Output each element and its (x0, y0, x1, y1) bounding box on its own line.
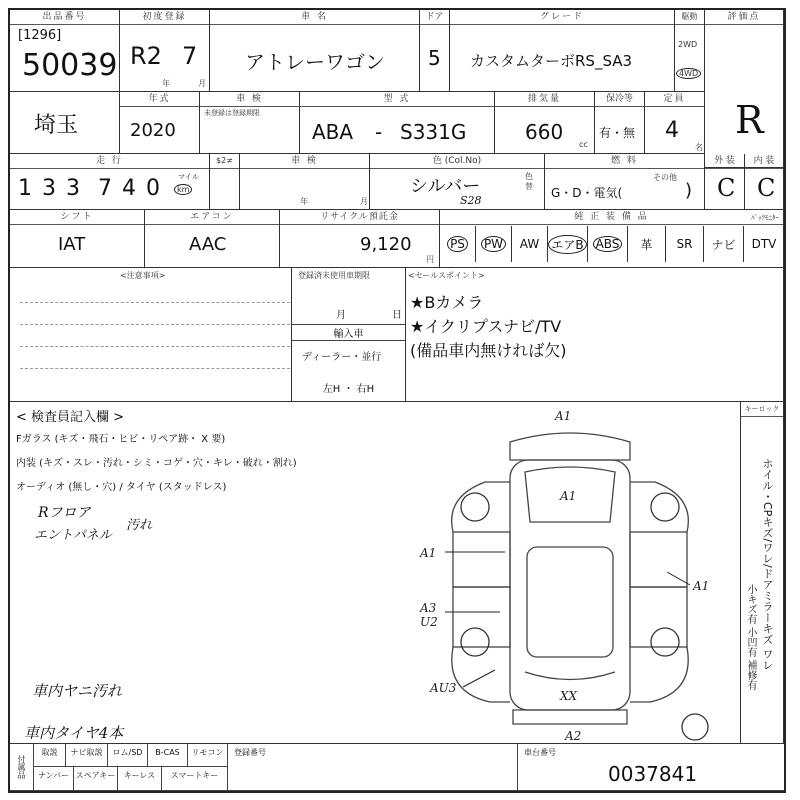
mileage-digit: 3 (42, 176, 56, 201)
note-line (20, 324, 290, 325)
damage-mark: AU3 (430, 681, 457, 695)
registration-month: 7 (182, 42, 198, 70)
first-registration-label: 初度登録 (120, 10, 209, 25)
attached-item: ナンバー (34, 767, 74, 791)
color: シルバー (410, 176, 481, 197)
handwritten-note: 車内ヤニ汚れ (32, 682, 123, 700)
shift: IAT (58, 234, 86, 255)
recycle: 9,120 (360, 234, 412, 255)
equipment-leather (628, 226, 666, 262)
keylock-label: キーロック (741, 404, 783, 417)
model-year-box (120, 92, 200, 154)
sales-point: ★イクリプスナビ/TV (410, 317, 562, 336)
equipment-aw-label: AW (519, 237, 540, 251)
attached-item: キーレス (118, 767, 162, 791)
inspection-date-label: 車 検 (240, 154, 369, 169)
chassis-number: 0037841 (608, 762, 698, 786)
type-label: 型 式 (300, 92, 494, 107)
color-label: 色 (Col.No) (370, 154, 544, 169)
registration-day-unit: 日 (392, 310, 402, 321)
wheel-rear-right (651, 628, 679, 656)
equipment-navi-label: ナビ (711, 237, 736, 252)
recycle-unit: 円 (426, 255, 434, 264)
dealer-option: ディーラー・並行 (302, 352, 382, 363)
equipment-abs-label: ABS (593, 236, 623, 252)
mileage-digit: 3 (66, 176, 80, 201)
attached-item: B-CAS (148, 744, 188, 767)
car-name: アトレーワゴン (245, 50, 385, 74)
chassis-box (518, 744, 784, 791)
attached-label: 付属品 (10, 744, 34, 791)
fuel-box (545, 154, 705, 210)
equipment-extra-label: ﾊﾞｯｸﾓﾆﾀｰ (751, 214, 779, 222)
damage-mark: A2 (565, 729, 582, 742)
attached-item: スマートキー (162, 767, 228, 791)
handwritten-note: 汚れ (126, 518, 153, 533)
s-label: $2≠ (210, 154, 239, 169)
inspection-box (200, 92, 300, 154)
wheel-rear-left (461, 628, 489, 656)
mileage-digit: 0 (146, 176, 160, 201)
inspection-year-unit: 年 (300, 197, 308, 206)
side-legend: 小キズ有 小凹有 補修有 (745, 584, 756, 691)
capacity: 4 (665, 118, 679, 143)
inspector-title: < 検査員記入欄 > (16, 410, 125, 425)
damage-leader (463, 670, 495, 687)
entry-ref: [1296] (18, 28, 62, 43)
exterior-box (705, 154, 745, 210)
handwritten-note: 車内タイヤ4本 (24, 724, 124, 742)
equipment-navi (704, 226, 744, 262)
equipment-pw-label: PW (481, 236, 506, 252)
shift-label: シフト (10, 210, 144, 225)
sales-point: ★Bカメラ (410, 293, 484, 312)
car-name-label: 車 名 (210, 10, 419, 25)
interior-label: 内 装 (745, 154, 783, 169)
registration-date-box (292, 268, 406, 402)
displacement-label: 排気量 (495, 92, 594, 107)
car-damage-diagram (405, 402, 735, 742)
damage-mark: A1 (420, 546, 437, 560)
ac-label: エアコン (145, 210, 279, 225)
recycle-box (280, 210, 440, 268)
fuel-close: ) (685, 180, 693, 201)
registration-number-label: 登録番号 (234, 748, 266, 757)
exterior-label: 外 装 (705, 154, 744, 169)
capacity-unit: 名 (695, 143, 703, 152)
ac-box (145, 210, 280, 268)
attached-item: リモコン (188, 744, 228, 767)
note-line (20, 346, 290, 347)
fuel: G・D・電気( (551, 186, 623, 200)
drive-box (675, 10, 705, 92)
era-year: R2 (130, 42, 162, 70)
grade-box (450, 10, 675, 92)
caution-label: <注意事項> (120, 271, 166, 280)
sales-points-label: <セールスポイント> (408, 271, 485, 280)
registration-number-box (228, 744, 518, 791)
damage-mark: U2 (420, 615, 438, 629)
km-label (174, 184, 192, 195)
equipment-box (440, 210, 784, 268)
equipment-sr-label: SR (676, 237, 693, 251)
attached-item: ロム/SD (108, 744, 148, 767)
color-code: S28 (460, 194, 482, 207)
equipment-leather-label: 革 (640, 237, 653, 252)
score-label: 評価点 (705, 10, 783, 25)
fuel-other: その他 (653, 173, 677, 182)
inspection-date-box (240, 154, 370, 210)
handwritten-note: Rフロア (38, 505, 91, 521)
equipment-pw (476, 226, 512, 262)
handwritten-note: エントパネル (34, 528, 112, 543)
inspector-line-audio: オーディオ (無し・穴) / タイヤ (スタッドレス) (16, 482, 227, 493)
drive-4wd (676, 68, 701, 79)
year-unit: 年 (162, 79, 170, 88)
rear-outline (525, 672, 615, 680)
drive-label: 駆動 (675, 10, 704, 25)
mileage-label: 走 行 (10, 154, 209, 169)
fuel-label: 燃 料 (545, 154, 704, 169)
exterior: C (717, 174, 736, 202)
note-line (20, 302, 290, 303)
front-bumper-outline (510, 433, 630, 460)
cc-unit: cc (579, 140, 588, 149)
side-vertical-text: ホイル・CPキズ/ワレ/ドアミラーキズ ワレ (761, 458, 774, 671)
interior-box (745, 154, 784, 210)
doors-box (420, 10, 450, 92)
mileage-digit: 7 (98, 176, 112, 201)
wheel-front-left (461, 493, 489, 521)
displacement: 660 (525, 120, 564, 144)
attached-item: スペアキー (74, 767, 118, 791)
sales-points-box (406, 268, 784, 402)
damage-mark: A3 (420, 601, 437, 615)
capacity-box (645, 92, 705, 154)
note-line (20, 368, 290, 369)
type-prefix: ABA (312, 120, 354, 144)
attached-item: 取説 (34, 744, 66, 767)
wheel-front-right (651, 493, 679, 521)
entry-number: 50039 (22, 48, 118, 83)
damage-mark: A1 (693, 579, 710, 593)
chassis-label: 車台番号 (524, 748, 556, 757)
inspection-label: 車 検 (200, 92, 299, 107)
drive-4wd-circle: 4WD (676, 68, 701, 79)
left-door-front (453, 532, 510, 587)
mileage-digit: 1 (18, 176, 32, 201)
sales-point: (備品車内無ければ欠) (410, 341, 567, 360)
shift-box (10, 210, 145, 268)
entry-number-label: 出品番号 (10, 10, 119, 25)
cooler: 有・無 (599, 126, 636, 140)
doors: 5 (428, 46, 441, 70)
grade: カスタムターボRS_SA3 (470, 52, 633, 70)
mileage-digit: 4 (122, 176, 136, 201)
equipment-ps (440, 226, 476, 262)
month-unit: 月 (198, 79, 206, 88)
registration-date-label: 登録済未使用車期限 (298, 271, 370, 280)
entry-number-box (10, 10, 120, 92)
interior: C (757, 174, 776, 202)
steering-option: 左H ・ 右H (322, 384, 375, 395)
inspector-box (10, 402, 740, 744)
equipment-ps-label: PS (447, 236, 468, 252)
recycle-label: リサイクル預託金 (280, 210, 439, 225)
side-column (740, 402, 784, 744)
displacement-box (495, 92, 595, 154)
equipment-label: 純 正 装 備 品 (440, 210, 783, 225)
equipment-aw (512, 226, 548, 262)
type-box (300, 92, 495, 154)
inspector-line-glass: Fガラス (キズ・飛石・ヒビ・リペア跡・ X 要) (16, 434, 226, 445)
doors-label: ドア (420, 10, 449, 25)
damage-mark: A1 (555, 409, 572, 423)
km-circle: km (174, 184, 192, 195)
inspection-note: 未登録は登録期限 (204, 109, 260, 117)
capacity-label: 定員 (645, 92, 704, 107)
spare-wheel (682, 714, 708, 740)
inspection-month-unit: 月 (360, 197, 368, 206)
type-dash: - (375, 120, 383, 144)
model-year: 2020 (130, 120, 176, 141)
equipment-airbag (548, 226, 588, 262)
mileage-box (10, 154, 210, 210)
score: R (735, 98, 764, 142)
equipment-abs (588, 226, 628, 262)
mile-label: マイル (178, 173, 199, 181)
cooler-box (595, 92, 645, 154)
cooler-label: 保冷等 (595, 92, 644, 107)
color-box (370, 154, 545, 210)
rear-bumper-outline (513, 710, 627, 724)
import-label: 輸入車 (292, 324, 405, 341)
auction-sheet (8, 8, 786, 793)
damage-mark: A1 (560, 489, 577, 503)
attached-item: ナビ取説 (66, 744, 108, 767)
caution-box (10, 268, 292, 402)
footer (10, 744, 784, 791)
type-code: S331G (400, 120, 467, 144)
equipment-dtv (744, 226, 784, 262)
model-year-label: 年式 (120, 92, 199, 107)
registration-month-unit: 月 (336, 310, 346, 321)
s-box (210, 154, 240, 210)
equipment-sr (666, 226, 704, 262)
recolor-label: 色替 (525, 172, 533, 191)
equipment-dtv-label: DTV (751, 237, 777, 251)
roof-outline (527, 547, 613, 657)
score-box (705, 10, 784, 168)
grade-label: グレード (450, 10, 674, 25)
first-registration-box (120, 10, 210, 92)
damage-mark: XX (560, 689, 578, 703)
ac: AAC (189, 234, 227, 255)
equipment-airbag-label: エアB (548, 235, 586, 254)
drive-2wd: 2WD (678, 40, 698, 49)
car-name-box (210, 10, 420, 92)
inspector-line-interior: 内装 (キズ・スレ・汚れ・シミ・コゲ・穴・キレ・破れ・割れ) (16, 458, 297, 469)
region: 埼玉 (34, 113, 79, 138)
region-box (10, 92, 120, 154)
